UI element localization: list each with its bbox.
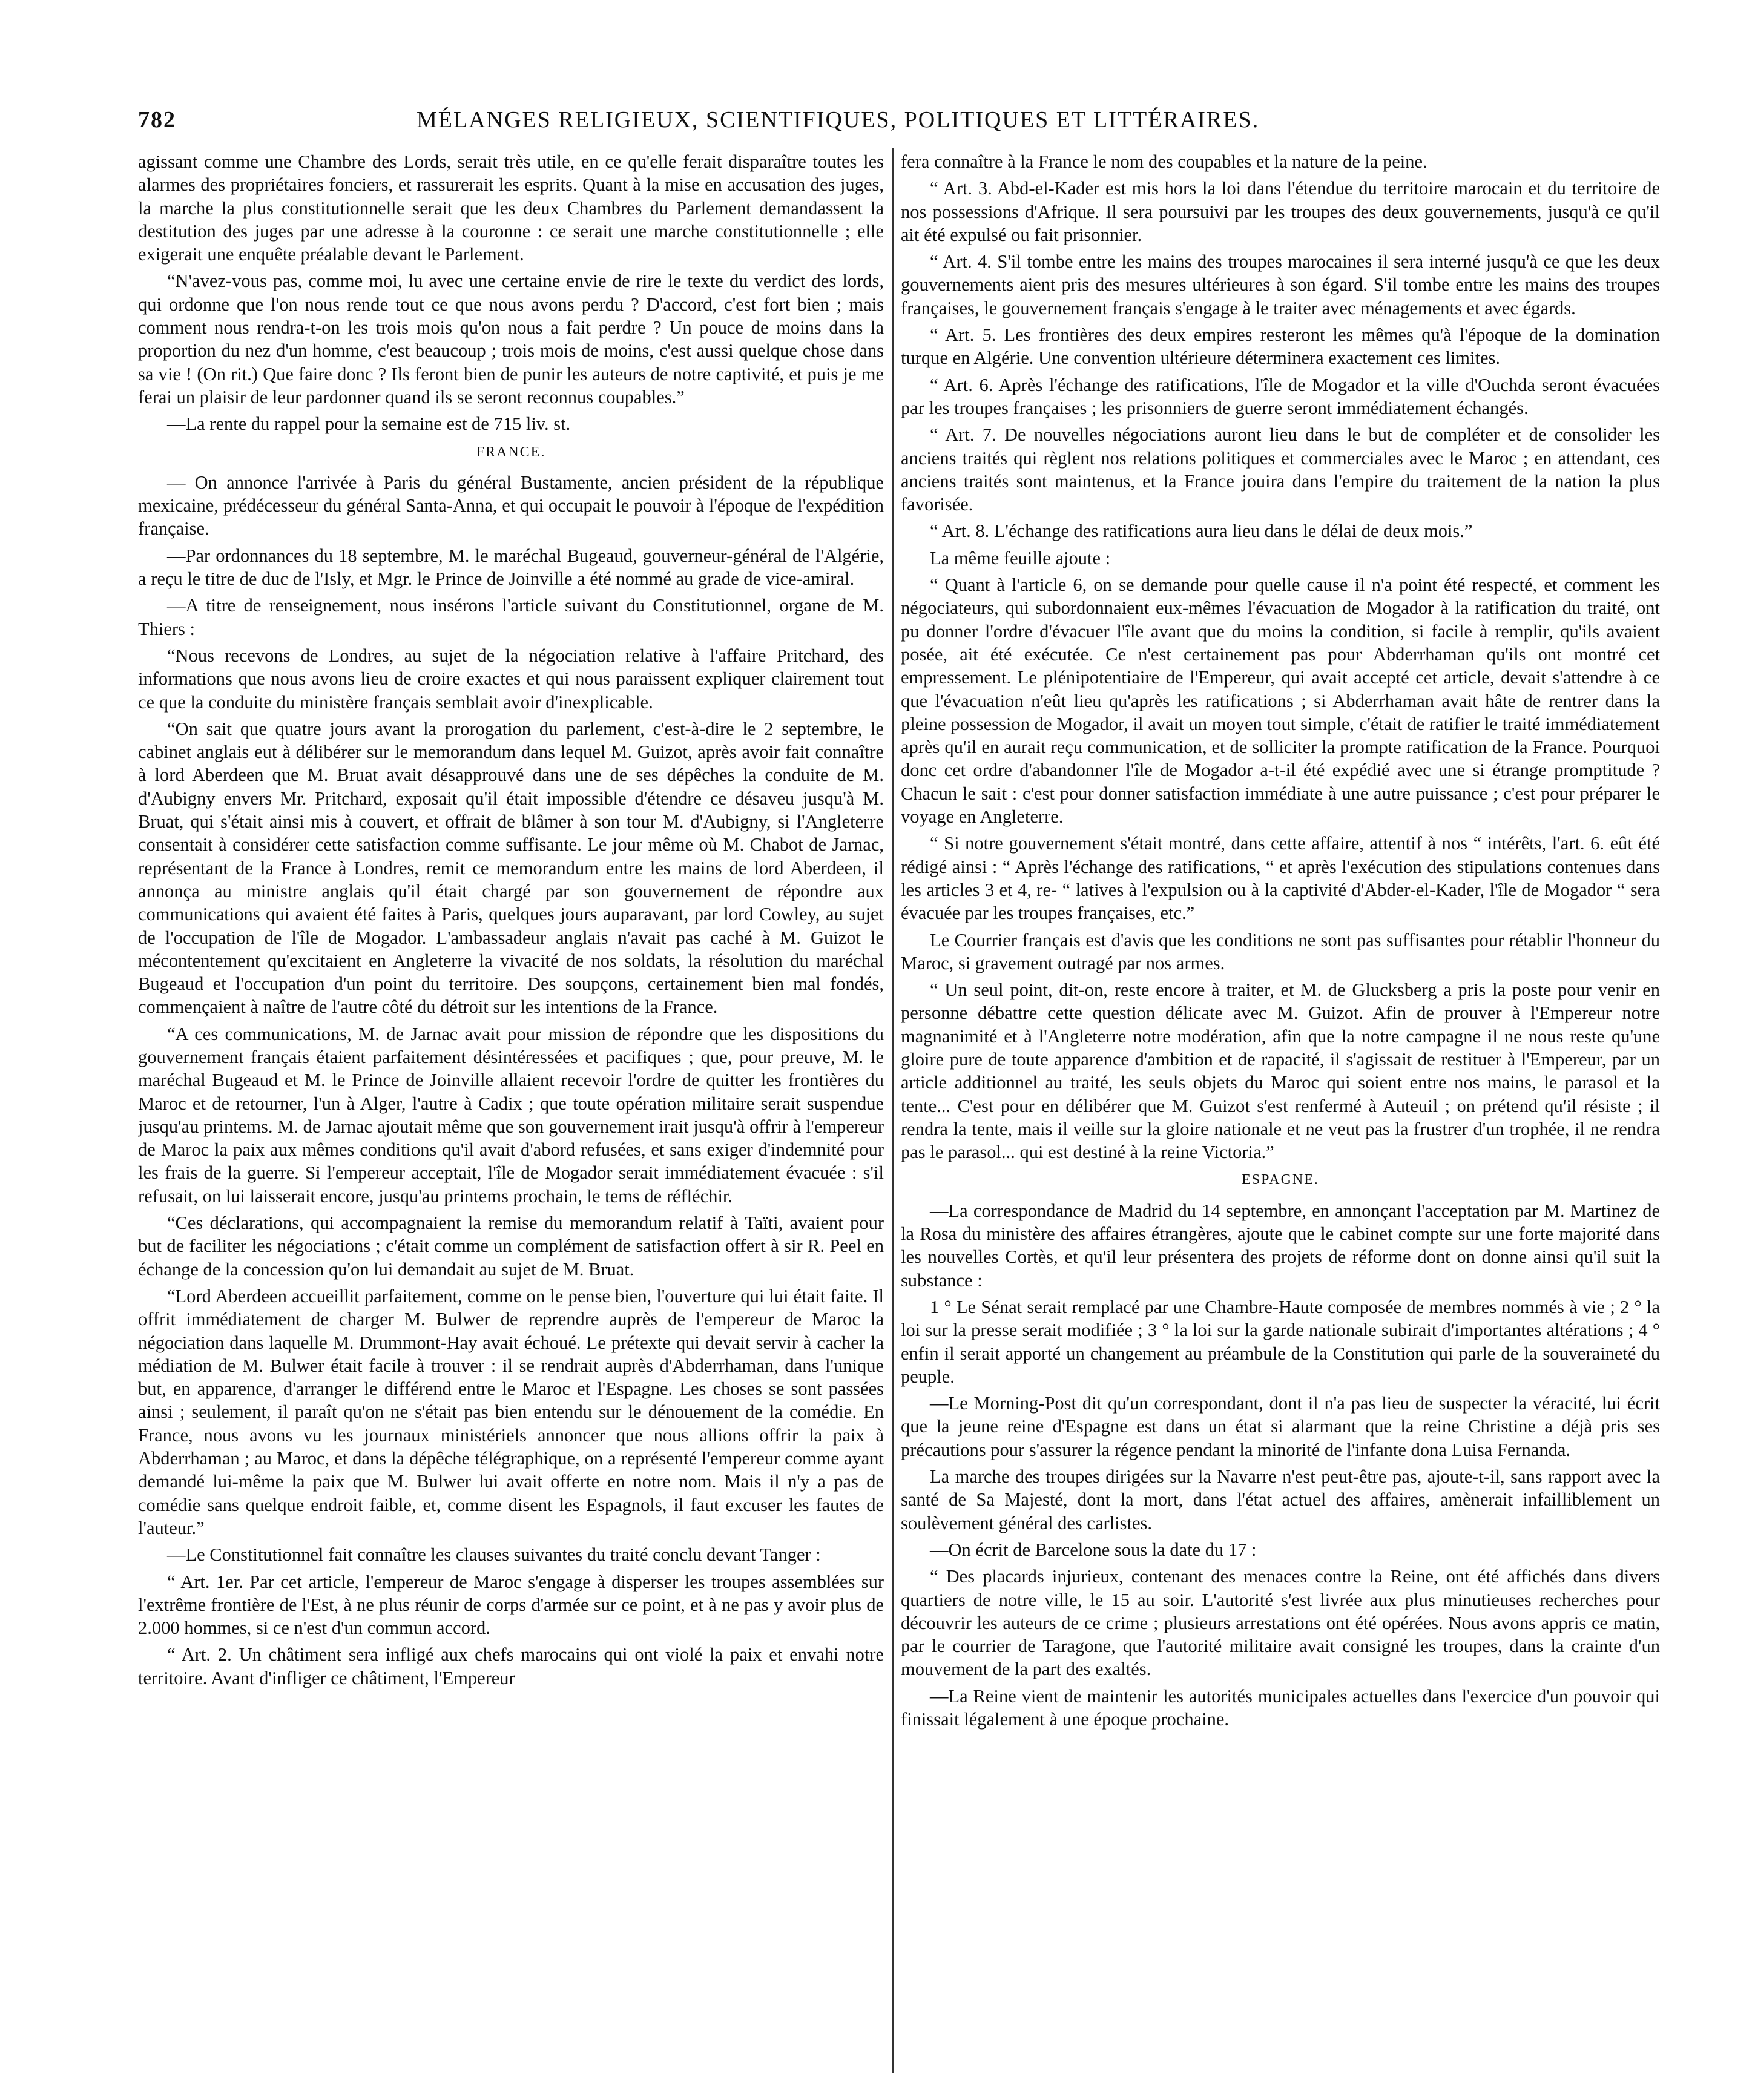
paragraph: “ Un seul point, dit-on, reste encore à traiter, et M. de Glucksberg a pris la poste pour venir en personne débattre cette question délicate avec M. Guizot. Afin de prouver à l'Empereur notre magnanimité et à l'Angleterre notre modération, afin que la notre campagne il ne nous reste qu'une gloire pure de toute apparence d'ambition et de rapacité, il s'agissait de restituer à l'Empereur, par un article additionnel au traité, les seuls objets du Maroc qui soient entre nos mains, le parasol et la tente... C'est pour en délibérer que M. Guizot s'est renfermé à Auteuil ; on prétend qu'il résiste ; il rendra la tente, mais il veille sur la gloire nationale et ne veut pas la frustrer d'un trophée, il ne rendra pas le parasol... qui est destiné à la reine Victoria.” [901, 979, 1660, 1163]
paragraph: Le Courrier français est d'avis que les conditions ne sont pas suffisantes pour rétablir l'honneur du Maroc, si gravement outragé par nos armes. [901, 929, 1660, 973]
column-divider [892, 148, 894, 2073]
paragraph: “ Art. 6. Après l'échange des ratifications, l'île de Mogador et la ville d'Ouchda seront évacuées par les troupes françaises ; les prisonniers de guerre seront immédiatement échangés. [901, 374, 1660, 418]
paragraph: “On sait que quatre jours avant la prorogation du parlement, c'est-à-dire le 2 septembre, le cabinet anglais eut à délibérer sur le memorandum dans lequel M. Guizot, après avoir fait connaître à lord Aberdeen que M. Bruat avait désapprouvé dans une de ses dépêches la conduite de M. d'Aubigny envers Mr. Pritchard, exposait qu'il était impossible d'étendre ce désaveu jusqu'à M. Bruat, qui s'était ainsi mis à couvert, et offrait de blâmer à son tour M. d'Aubigny, si l'Angleterre consentait à considérer cette satisfaction comme suffisante. Le jour même où M. Chabot de Jarnac, représentant de la France à Londres, remit ce memorandum entre les mains de lord Aberdeen, il annonça au ministre anglais qu'il était chargé par son gouvernement de répondre aux communications qui avaient été faites à Paris, quelques jours auparavant, par lord Cowley, au sujet de l'occupation de l'île de Mogador. L'ambassadeur anglais n'avait pas caché à M. Guizot le mécontentement qu'excitaient en Angleterre la vivacité de nos soldats, la résolution du maréchal Bugeaud et l'occupation d'un point du territoire. Des soupçons, certainement bien mal fondés, commençaient à naître de l'autre côté du détroit sur les intentions de la France. [138, 718, 884, 1018]
paragraph: “Ces déclarations, qui accompagnaient la remise du memorandum relatif à Taïti, avaient pour but de faciliter les négociations ; c'était comme un complément de satisfaction offert à sir R. Peel en échange de la concession qu'on lui demandait au sujet de M. Bruat. [138, 1213, 884, 1280]
section-heading-espagne: ESPAGNE. [1242, 1172, 1319, 1188]
page-number: 782 [138, 107, 176, 133]
paragraph: “ Art. 3. Abd-el-Kader est mis hors la loi dans l'étendue du territoire marocain et du territoire de nos possessions d'Afrique. Il sera poursuivi par les troupes des deux gouvernements, jusqu'à ce qu'il ait été expulsé ou fait prisonnier. [901, 178, 1660, 245]
left-column [138, 150, 884, 2081]
paragraph: “A ces communications, M. de Jarnac avait pour mission de répondre que les dispositions du gouvernement français étaient parfaitement désintéressées et pacifiques ; que, pour preuve, M. le maréchal Bugeaud et M. le Prince de Joinville allaient recevoir l'ordre de quitter les frontières du Maroc et de retourner, l'un à Alger, l'autre à Cadix ; que toute opération militaire serait suspendue jusqu'au printems. M. de Jarnac ajoutait même que son gouvernement irait jusqu'à offrir à l'empereur de Maroc la paix aux mêmes conditions qu'il avait d'abord refusées, et sans exiger d'indemnité pour les frais de la guerre. Si l'empereur acceptait, l'île de Mogador serait immédiatement évacuée : s'il refusait, on lui laisserait encore, jusqu'au printems prochain, le tems de réfléchir. [138, 1023, 884, 1206]
section-heading-france: FRANCE. [476, 444, 546, 460]
paragraph: “ Art. 1er. Par cet article, l'empereur de Maroc s'engage à disperser les troupes assemblées sur l'extrême frontière de l'Est, à ne plus réunir de corps d'armée sur ce point, et à ne pas y avoir plus de 2.000 hommes, si ce n'est d'un commun accord. [138, 1571, 884, 1639]
paragraph: “ Art. 2. Un châtiment sera infligé aux chefs marocains qui ont violé la paix et envahi notre territoire. Avant d'infliger ce châtiment, l'Empereur [138, 1644, 884, 1688]
paragraph: “ Art. 4. S'il tombe entre les mains des troupes marocaines il sera interné jusqu'à ce que les deux gouvernements aient pris des mesures ultérieures à son égard. S'il tombe entre les mains des troupes françaises, le gouvernement français s'engage à le traiter avec ménagements et avec égards. [901, 251, 1660, 318]
paragraph: —A titre de renseignement, nous insérons l'article suivant du Constitutionnel, organe de M. Thiers : [138, 595, 884, 639]
paragraph: “ Art. 5. Les frontières des deux empires resteront les mêmes qu'à l'époque de la domination turque en Algérie. Une convention ultérieure déterminera exactement ces limites. [901, 324, 1660, 369]
paragraph: “ Des placards injurieux, contenant des menaces contre la Reine, ont été affichés dans divers quartiers de notre ville, le 15 au soir. L'autorité s'est livrée aux plus minutieuses recherches pour découvrir les auteurs de ce crime ; plusieurs arrestations ont été opérées. Nous avons appris ce matin, par le courrier de Taragone, que l'autorité militaire avait consigné les troupes, dans la crainte d'un mouvement de la part des exaltés. [901, 1566, 1660, 1680]
paragraph: 1 ° Le Sénat serait remplacé par une Chambre-Haute composée de membres nommés à vie ; 2 ° la loi sur la presse serait modifiée ; 3 ° la loi sur la garde nationale subirait d'importantes altérations ; 4 ° enfin il serait apporté un changement au préambule de la Constitution qui parle de la souveraineté du peuple. [901, 1296, 1660, 1387]
running-title: MÉLANGES RELIGIEUX, SCIENTIFIQUES, POLITIQUES ET LITTÉRAIRES. [417, 107, 1260, 133]
paragraph: “ Art. 7. De nouvelles négociations auront lieu dans le but de compléter et de consolider les anciens traités qui règlent nos relations politiques et commerciales avec le Maroc ; en attendant, ces anciens traités sont maintenus, et la France jouira dans l'empire du traitement de la nation la plus favorisée. [901, 424, 1660, 515]
paragraph: La même feuille ajoute : [930, 547, 1111, 568]
paragraph: fera connaître à la France le nom des coupables et la nature de la peine. [901, 151, 1427, 172]
paragraph: “ Art. 8. L'échange des ratifications aura lieu dans le délai de deux mois.” [930, 521, 1473, 542]
paragraph: “ Si notre gouvernement s'était montré, dans cette affaire, attentif à nos “ intérêts, l'art. 6. eût été rédigé ainsi : “ Après l'échange des ratifications, “ et après l'exécution des stipulations contenues dans les articles 3 et 4, re- “ latives à l'expulsion ou à la captivité d'Abder-el-Kader, l'île de Mogador “ sera évacuée par les troupes françaises, etc.” [901, 833, 1660, 924]
paragraph: La marche des troupes dirigées sur la Navarre n'est peut-être pas, ajoute-t-il, sans rapport avec la santé de Sa Majesté, dont la mort, dans l'état actuel des affaires, amènerait infailliblement un soulèvement général des carlistes. [901, 1466, 1660, 1533]
paragraph: “Nous recevons de Londres, au sujet de la négociation relative à l'affaire Pritchard, des informations que nous avons lieu de croire exactes et qui nous paraissent expliquer clairement tout ce que la conduite du ministère français semblait avoir d'inexplicable. [138, 645, 884, 713]
right-column [901, 150, 1660, 2081]
paragraph: —La Reine vient de maintenir les autorités municipales actuelles dans l'exercice d'un pouvoir qui finissait légalement à une époque prochaine. [901, 1685, 1660, 1730]
paragraph: —Le Constitutionnel fait connaître les clauses suivantes du traité conclu devant Tanger : [167, 1544, 821, 1565]
paragraph: “ Quant à l'article 6, on se demande pour quelle cause il n'a point été respecté, et comment les négociateurs, qui subordonnaient eux-mêmes l'évacuation de Mogador à la ratification du traité, ont pu donner l'ordre d'évacuer l'île avant que du moins la condition, si facile à remplir, qu'ils avaient posée, ait été exécutée. Ce n'est certainement pas pour Abderrhaman qu'ils ont montré cet empressement. Le plénipotentiaire de l'Empereur, qui avait accepté cet article, devait s'attendre à ce que l'évacuation n'eût lieu qu'après les ratifications ; si Abderrhaman avait hâte de rentrer dans la pleine possession de Mogador, il avait un moyen tout simple, c'était de ratifier le traité immédiatement après qu'il en aurait reçu communication, et de solliciter la prompte ratification de la France. Pourquoi donc cet ordre d'abandonner l'île de Mogador a-t-il été expédié avec une si étrange promptitude ? Chacun le sait : c'est pour donner satisfaction immédiate à une autre puissance ; c'est pour préparer le voyage en Angleterre. [901, 574, 1660, 828]
paragraph: agissant comme une Chambre des Lords, serait très utile, en ce qu'elle ferait disparaître toutes les alarmes des propriétaires fonciers, et rassurerait les esprits. Quant à la mise en accusation des juges, la marche la plus constitutionnelle serait que les deux Chambres du Parlement demandassent la destitution des juges par une adresse à la couronne : ce serait une marche constitutionnelle ; elle exigerait une enquête préalable devant le Parlement. [138, 151, 884, 265]
paragraph: —Par ordonnances du 18 septembre, M. le maréchal Bugeaud, gouverneur-général de l'Algérie, a reçu le titre de duc de l'Isly, et Mgr. le Prince de Joinville a été nommé au grade de vice-amiral. [138, 545, 884, 590]
paragraph: “Lord Aberdeen accueillit parfaitement, comme on le pense bien, l'ouverture qui lui était faite. Il offrit immédiatement de charger M. Bulwer de reprendre auprès de l'empereur de Maroc la négociation dans laquelle M. Drummont-Hay avait échoué. Le prétexte qui devait servir à cacher la médiation de M. Bulwer était facile à trouver : il se rendrait auprès d'Abderrhaman, dans l'unique but, en apparence, d'arranger le différend entre le Maroc et l'Espagne. Les choses se sont passées ainsi ; seulement, il paraît qu'on ne s'était pas bien entendu sur le dénouement de la comédie. En France, nous avons vu les journaux ministériels annoncer que nous allions offrir la paix à Abderrhaman ; au Maroc, et dans la dépêche télégraphique, on a représenté l'empereur comme ayant demandé lui-même la paix que M. Bulwer lui avait offerte en notre nom. Mais il n'y a pas de comédie sans quelque endroit faible, et, comme disent les Espagnols, il faut excuser les fautes de l'auteur.” [138, 1285, 884, 1538]
page-header [138, 102, 1651, 138]
paragraph: — On annonce l'arrivée à Paris du général Bustamente, ancien président de la république mexicaine, prédécesseur du général Santa-Anna, et qui occupait le pouvoir à l'époque de l'expédition française. [138, 472, 884, 539]
paragraph: —La rente du rappel pour la semaine est de 715 liv. st. [167, 413, 571, 435]
paragraph: —La correspondance de Madrid du 14 septembre, en annonçant l'acceptation par M. Martinez de la Rosa du ministère des affaires étrangères, ajoute que le cabinet compte sur une forte majorité dans les nouvelles Cortès, et qu'il leur présentera des projets de réforme dont on donne ainsi qu'il suit la substance : [901, 1200, 1660, 1291]
paragraph: “N'avez-vous pas, comme moi, lu avec une certaine envie de rire le texte du verdict des lords, qui ordonne que l'on nous rende tout ce que nous avons perdu ? D'accord, c'est fort bien ; mais comment nous rendra-t-on les trois mois qu'on nous a fait perdre ? Un pouce de moins dans la proportion du nez d'un homme, c'est beaucoup ; trois mois de moins, c'est aussi quelque chose dans sa vie ! (On rit.) Que faire donc ? Ils feront bien de punir les auteurs de notre captivité, et puis je me ferai un plaisir de leur pardonner quand ils se seront reconnus coupables.” [138, 271, 884, 407]
paragraph: —Le Morning-Post dit qu'un correspondant, dont il n'a pas lieu de suspecter la véracité, lui écrit que la jeune reine d'Espagne est dans un état si alarmant que la reine Christine a déjà pris ses précautions pour s'assurer la régence pendant la minorité de l'infante dona Luisa Fernanda. [901, 1393, 1660, 1460]
paragraph: —On écrit de Barcelone sous la date du 17 : [930, 1539, 1257, 1560]
